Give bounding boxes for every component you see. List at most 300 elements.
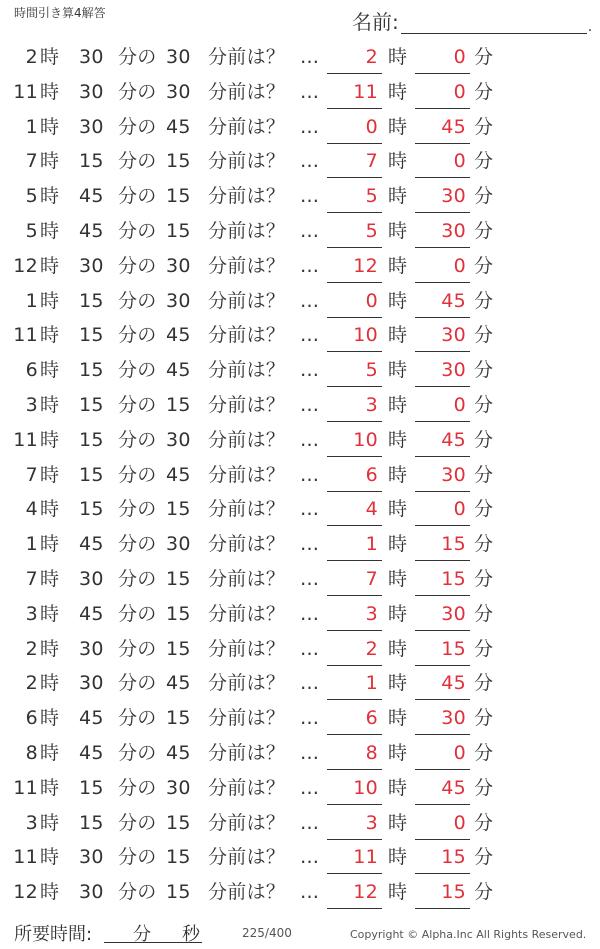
question-label: 分前は？ xyxy=(208,498,286,521)
minutes-before: 30 xyxy=(166,289,191,312)
answer-minute[interactable]: 15 xyxy=(415,875,470,909)
answer-hour[interactable]: 1 xyxy=(327,666,382,700)
answer-minute-unit: 分 xyxy=(474,324,494,347)
minutes-before: 30 xyxy=(166,46,191,68)
start-minute: 45 xyxy=(79,741,104,764)
minute-of-label: 分の xyxy=(118,289,157,312)
name-blank-line[interactable] xyxy=(401,11,587,34)
hour-unit-label: 時 xyxy=(40,881,60,904)
ellipsis: … xyxy=(300,428,320,451)
answer-hour-unit: 時 xyxy=(388,185,408,208)
question-label: 分前は？ xyxy=(208,741,286,764)
answer-hour[interactable]: 3 xyxy=(327,806,382,840)
question-label: 分前は？ xyxy=(208,115,286,138)
minutes-before: 30 xyxy=(166,254,191,277)
start-hour: 6 xyxy=(25,707,38,730)
answer-hour[interactable]: 6 xyxy=(327,458,382,492)
minutes-before: 45 xyxy=(166,359,191,382)
ellipsis: … xyxy=(300,741,320,764)
answer-hour[interactable]: 11 xyxy=(327,840,382,874)
minute-of-label: 分の xyxy=(118,672,157,695)
problem-row xyxy=(0,527,600,562)
required-time-seconds-label: 秒 xyxy=(182,924,200,945)
minute-of-label: 分の xyxy=(118,776,157,799)
start-hour: 2 xyxy=(25,637,38,660)
hour-unit-label: 時 xyxy=(40,324,60,347)
minutes-before: 15 xyxy=(166,602,191,625)
answer-minute-unit: 分 xyxy=(474,741,494,764)
ellipsis: … xyxy=(300,46,320,68)
ellipsis: … xyxy=(300,289,320,312)
answer-minute[interactable]: 45 xyxy=(415,110,470,144)
answer-minute[interactable]: 0 xyxy=(415,492,470,526)
answer-hour-unit: 時 xyxy=(388,80,408,103)
answer-hour[interactable]: 10 xyxy=(327,771,382,805)
hour-unit-label: 時 xyxy=(40,602,60,625)
answer-minute-unit: 分 xyxy=(474,359,494,382)
ellipsis: … xyxy=(300,846,320,869)
answer-minute-unit: 分 xyxy=(474,289,494,312)
answer-minute[interactable]: 15 xyxy=(415,840,470,874)
answer-minute[interactable]: 45 xyxy=(415,284,470,318)
question-label: 分前は？ xyxy=(208,428,286,451)
problem-row xyxy=(0,666,600,701)
answer-hour-unit: 時 xyxy=(388,254,408,277)
question-label: 分前は？ xyxy=(208,533,286,556)
answer-hour-unit: 時 xyxy=(388,741,408,764)
answer-minute-unit: 分 xyxy=(474,150,494,173)
start-hour: 1 xyxy=(25,533,38,556)
footer xyxy=(0,918,600,946)
hour-unit-label: 時 xyxy=(40,776,60,799)
minute-of-label: 分の xyxy=(118,219,157,242)
ellipsis: … xyxy=(300,707,320,730)
problem-row xyxy=(0,214,600,249)
question-label: 分前は？ xyxy=(208,637,286,660)
minutes-before: 15 xyxy=(166,637,191,660)
minutes-before: 30 xyxy=(166,776,191,799)
problem-row xyxy=(0,388,600,423)
answer-hour-unit: 時 xyxy=(388,150,408,173)
question-label: 分前は？ xyxy=(208,80,286,103)
problem-row xyxy=(0,736,600,771)
start-minute: 45 xyxy=(79,602,104,625)
start-minute: 30 xyxy=(79,881,104,904)
hour-unit-label: 時 xyxy=(40,428,60,451)
answer-hour[interactable]: 12 xyxy=(327,875,382,909)
hour-unit-label: 時 xyxy=(40,672,60,695)
answer-hour-unit: 時 xyxy=(388,359,408,382)
answer-minute[interactable]: 0 xyxy=(415,144,470,178)
start-minute: 45 xyxy=(79,219,104,242)
start-minute: 45 xyxy=(79,185,104,208)
answer-minute[interactable]: 45 xyxy=(415,771,470,805)
question-label: 分前は？ xyxy=(208,776,286,799)
minute-of-label: 分の xyxy=(118,533,157,556)
hour-unit-label: 時 xyxy=(40,463,60,486)
minutes-before: 30 xyxy=(166,428,191,451)
start-hour: 4 xyxy=(25,498,38,521)
answer-minute-unit: 分 xyxy=(474,881,494,904)
answer-hour-unit: 時 xyxy=(388,533,408,556)
answer-minute-unit: 分 xyxy=(474,637,494,660)
answer-hour-unit: 時 xyxy=(388,707,408,730)
start-hour: 11 xyxy=(13,846,38,869)
problem-row xyxy=(0,771,600,806)
start-hour: 11 xyxy=(13,428,38,451)
answer-minute[interactable]: 30 xyxy=(415,179,470,213)
answer-minute[interactable]: 30 xyxy=(415,214,470,248)
question-label: 分前は？ xyxy=(208,219,286,242)
minutes-before: 15 xyxy=(166,811,191,834)
answer-minute[interactable]: 0 xyxy=(415,388,470,422)
minutes-before: 15 xyxy=(166,185,191,208)
minutes-before: 15 xyxy=(166,498,191,521)
ellipsis: … xyxy=(300,533,320,556)
question-label: 分前は？ xyxy=(208,463,286,486)
problem-row xyxy=(0,492,600,527)
start-hour: 5 xyxy=(25,185,38,208)
start-minute: 15 xyxy=(79,324,104,347)
answer-hour-unit: 時 xyxy=(388,881,408,904)
answer-hour[interactable]: 5 xyxy=(327,179,382,213)
answer-minute-unit: 分 xyxy=(474,776,494,799)
answer-minute-unit: 分 xyxy=(474,428,494,451)
ellipsis: … xyxy=(300,463,320,486)
answer-hour-unit: 時 xyxy=(388,428,408,451)
ellipsis: … xyxy=(300,881,320,904)
problem-row xyxy=(0,249,600,284)
question-label: 分前は？ xyxy=(208,185,286,208)
copyright-notice: Copyright © Alpha.Inc All Rights Reserved. xyxy=(350,928,587,941)
start-hour: 7 xyxy=(25,463,38,486)
answer-hour[interactable]: 2 xyxy=(327,40,382,74)
answer-hour[interactable]: 6 xyxy=(327,701,382,735)
answer-hour[interactable]: 5 xyxy=(327,214,382,248)
problem-row xyxy=(0,458,600,493)
answer-minute-unit: 分 xyxy=(474,811,494,834)
hour-unit-label: 時 xyxy=(40,846,60,869)
answer-hour-unit: 時 xyxy=(388,811,408,834)
start-hour: 11 xyxy=(13,776,38,799)
answer-hour-unit: 時 xyxy=(388,324,408,347)
answer-hour-unit: 時 xyxy=(388,846,408,869)
ellipsis: … xyxy=(300,150,320,173)
problem-row xyxy=(0,353,600,388)
start-minute: 45 xyxy=(79,707,104,730)
hour-unit-label: 時 xyxy=(40,46,60,68)
answer-hour-unit: 時 xyxy=(388,289,408,312)
minute-of-label: 分の xyxy=(118,498,157,521)
ellipsis: … xyxy=(300,602,320,625)
minute-of-label: 分の xyxy=(118,254,157,277)
minutes-before: 15 xyxy=(166,707,191,730)
problem-row xyxy=(0,423,600,458)
ellipsis: … xyxy=(300,359,320,382)
minutes-before: 30 xyxy=(166,533,191,556)
hour-unit-label: 時 xyxy=(40,219,60,242)
minutes-before: 45 xyxy=(166,741,191,764)
minute-of-label: 分の xyxy=(118,567,157,590)
answer-minute[interactable]: 0 xyxy=(415,40,470,74)
answer-hour-unit: 時 xyxy=(388,602,408,625)
ellipsis: … xyxy=(300,811,320,834)
question-label: 分前は？ xyxy=(208,846,286,869)
answer-minute-unit: 分 xyxy=(474,707,494,730)
minute-of-label: 分の xyxy=(118,707,157,730)
answer-minute-unit: 分 xyxy=(474,393,494,416)
problem-row xyxy=(0,40,600,75)
start-hour: 8 xyxy=(25,741,38,764)
ellipsis: … xyxy=(300,776,320,799)
question-label: 分前は？ xyxy=(208,150,286,173)
hour-unit-label: 時 xyxy=(40,637,60,660)
start-hour: 3 xyxy=(25,602,38,625)
answer-minute-unit: 分 xyxy=(474,672,494,695)
problem-row xyxy=(0,318,600,353)
answer-minute-unit: 分 xyxy=(474,846,494,869)
answer-minute[interactable]: 15 xyxy=(415,632,470,666)
minutes-before: 15 xyxy=(166,881,191,904)
answer-minute[interactable]: 45 xyxy=(415,666,470,700)
name-end-mark: . xyxy=(587,19,593,35)
start-minute: 15 xyxy=(79,463,104,486)
answer-minute-unit: 分 xyxy=(474,219,494,242)
start-hour: 6 xyxy=(25,359,38,382)
minutes-before: 45 xyxy=(166,672,191,695)
hour-unit-label: 時 xyxy=(40,811,60,834)
start-hour: 3 xyxy=(25,393,38,416)
start-minute: 30 xyxy=(79,567,104,590)
answer-hour[interactable]: 10 xyxy=(327,423,382,457)
answer-minute-unit: 分 xyxy=(474,498,494,521)
answer-hour[interactable]: 4 xyxy=(327,492,382,526)
start-minute: 30 xyxy=(79,637,104,660)
answer-minute-unit: 分 xyxy=(474,567,494,590)
minute-of-label: 分の xyxy=(118,881,157,904)
minute-of-label: 分の xyxy=(118,811,157,834)
answer-minute[interactable]: 0 xyxy=(415,806,470,840)
answer-hour[interactable]: 7 xyxy=(327,144,382,178)
answer-hour[interactable]: 3 xyxy=(327,388,382,422)
hour-unit-label: 時 xyxy=(40,150,60,173)
answer-hour[interactable]: 12 xyxy=(327,249,382,283)
minute-of-label: 分の xyxy=(118,115,157,138)
answer-minute[interactable]: 30 xyxy=(415,318,470,352)
answer-hour[interactable]: 7 xyxy=(327,562,382,596)
minute-of-label: 分の xyxy=(118,150,157,173)
answer-minute[interactable]: 15 xyxy=(415,562,470,596)
minutes-before: 15 xyxy=(166,846,191,869)
problem-row xyxy=(0,875,600,910)
problem-row xyxy=(0,144,600,179)
answer-minute-unit: 分 xyxy=(474,46,494,68)
ellipsis: … xyxy=(300,567,320,590)
answer-hour-unit: 時 xyxy=(388,637,408,660)
hour-unit-label: 時 xyxy=(40,359,60,382)
answer-hour[interactable]: 8 xyxy=(327,736,382,770)
start-hour: 5 xyxy=(25,219,38,242)
start-hour: 12 xyxy=(13,881,38,904)
ellipsis: … xyxy=(300,115,320,138)
start-minute: 30 xyxy=(79,46,104,68)
answer-hour-unit: 時 xyxy=(388,672,408,695)
answer-hour[interactable]: 5 xyxy=(327,353,382,387)
minutes-before: 45 xyxy=(166,463,191,486)
ellipsis: … xyxy=(300,672,320,695)
answer-hour[interactable]: 0 xyxy=(327,110,382,144)
answer-minute[interactable]: 15 xyxy=(415,527,470,561)
start-hour: 7 xyxy=(25,150,38,173)
minute-of-label: 分の xyxy=(118,463,157,486)
problem-row xyxy=(0,179,600,214)
hour-unit-label: 時 xyxy=(40,567,60,590)
start-minute: 15 xyxy=(79,359,104,382)
question-label: 分前は？ xyxy=(208,672,286,695)
start-minute: 15 xyxy=(79,776,104,799)
answer-hour-unit: 時 xyxy=(388,46,408,68)
minute-of-label: 分の xyxy=(118,602,157,625)
hour-unit-label: 時 xyxy=(40,741,60,764)
answer-minute-unit: 分 xyxy=(474,115,494,138)
answer-hour[interactable]: 11 xyxy=(327,75,382,109)
minute-of-label: 分の xyxy=(118,324,157,347)
question-label: 分前は？ xyxy=(208,324,286,347)
start-minute: 30 xyxy=(79,846,104,869)
minutes-before: 15 xyxy=(166,393,191,416)
question-label: 分前は？ xyxy=(208,289,286,312)
hour-unit-label: 時 xyxy=(40,707,60,730)
start-hour: 7 xyxy=(25,567,38,590)
question-label: 分前は？ xyxy=(208,393,286,416)
answer-minute[interactable]: 30 xyxy=(415,353,470,387)
minute-of-label: 分の xyxy=(118,359,157,382)
minute-of-label: 分の xyxy=(118,80,157,103)
hour-unit-label: 時 xyxy=(40,393,60,416)
question-label: 分前は？ xyxy=(208,707,286,730)
question-label: 分前は？ xyxy=(208,881,286,904)
minute-of-label: 分の xyxy=(118,637,157,660)
minute-of-label: 分の xyxy=(118,393,157,416)
answer-hour-unit: 時 xyxy=(388,463,408,486)
answer-hour[interactable]: 3 xyxy=(327,597,382,631)
problem-list xyxy=(0,40,600,910)
answer-minute-unit: 分 xyxy=(474,80,494,103)
question-label: 分前は？ xyxy=(208,811,286,834)
answer-minute[interactable]: 0 xyxy=(415,75,470,109)
minute-of-label: 分の xyxy=(118,741,157,764)
page-number: 225/400 xyxy=(242,926,292,940)
minute-of-label: 分の xyxy=(118,428,157,451)
worksheet-title: 時間引き算4解答 xyxy=(14,6,106,20)
answer-minute[interactable]: 0 xyxy=(415,736,470,770)
ellipsis: … xyxy=(300,498,320,521)
answer-minute[interactable]: 30 xyxy=(415,701,470,735)
problem-row xyxy=(0,632,600,667)
problem-row xyxy=(0,806,600,841)
answer-minute-unit: 分 xyxy=(474,254,494,277)
start-hour: 1 xyxy=(25,289,38,312)
problem-row xyxy=(0,284,600,319)
question-label: 分前は？ xyxy=(208,602,286,625)
minute-of-label: 分の xyxy=(118,185,157,208)
start-minute: 30 xyxy=(79,672,104,695)
answer-hour-unit: 時 xyxy=(388,115,408,138)
start-minute: 45 xyxy=(79,533,104,556)
question-label: 分前は？ xyxy=(208,567,286,590)
ellipsis: … xyxy=(300,637,320,660)
start-minute: 15 xyxy=(79,393,104,416)
start-hour: 1 xyxy=(25,115,38,138)
ellipsis: … xyxy=(300,185,320,208)
question-label: 分前は？ xyxy=(208,359,286,382)
minute-of-label: 分の xyxy=(118,46,157,68)
problem-row xyxy=(0,597,600,632)
minutes-before: 45 xyxy=(166,324,191,347)
minutes-before: 45 xyxy=(166,115,191,138)
hour-unit-label: 時 xyxy=(40,115,60,138)
name-label: 名前: xyxy=(352,10,399,34)
start-hour: 3 xyxy=(25,811,38,834)
start-minute: 15 xyxy=(79,428,104,451)
hour-unit-label: 時 xyxy=(40,254,60,277)
question-label: 分前は？ xyxy=(208,254,286,277)
minutes-before: 15 xyxy=(166,150,191,173)
start-minute: 30 xyxy=(79,254,104,277)
start-hour: 11 xyxy=(13,80,38,103)
answer-minute-unit: 分 xyxy=(474,463,494,486)
answer-hour[interactable]: 10 xyxy=(327,318,382,352)
problem-row xyxy=(0,701,600,736)
start-minute: 15 xyxy=(79,498,104,521)
ellipsis: … xyxy=(300,324,320,347)
problem-row xyxy=(0,110,600,145)
answer-hour[interactable]: 2 xyxy=(327,632,382,666)
minutes-before: 15 xyxy=(166,567,191,590)
answer-hour-unit: 時 xyxy=(388,219,408,242)
answer-hour[interactable]: 1 xyxy=(327,527,382,561)
answer-minute[interactable]: 45 xyxy=(415,423,470,457)
required-time-minutes-label: 分 xyxy=(133,924,151,945)
start-minute: 30 xyxy=(79,115,104,138)
hour-unit-label: 時 xyxy=(40,80,60,103)
hour-unit-label: 時 xyxy=(40,289,60,312)
hour-unit-label: 時 xyxy=(40,498,60,521)
answer-minute-unit: 分 xyxy=(474,185,494,208)
answer-hour-unit: 時 xyxy=(388,498,408,521)
answer-minute[interactable]: 30 xyxy=(415,458,470,492)
ellipsis: … xyxy=(300,393,320,416)
answer-minute[interactable]: 30 xyxy=(415,597,470,631)
required-time-label: 所要時間: xyxy=(14,924,93,945)
problem-row xyxy=(0,840,600,875)
answer-minute-unit: 分 xyxy=(474,533,494,556)
ellipsis: … xyxy=(300,219,320,242)
start-minute: 30 xyxy=(79,80,104,103)
answer-minute-unit: 分 xyxy=(474,602,494,625)
problem-row xyxy=(0,562,600,597)
answer-hour-unit: 時 xyxy=(388,776,408,799)
hour-unit-label: 時 xyxy=(40,185,60,208)
start-hour: 2 xyxy=(25,672,38,695)
start-hour: 12 xyxy=(13,254,38,277)
minutes-before: 30 xyxy=(166,80,191,103)
answer-hour[interactable]: 0 xyxy=(327,284,382,318)
ellipsis: … xyxy=(300,254,320,277)
problem-row xyxy=(0,75,600,110)
answer-minute[interactable]: 0 xyxy=(415,249,470,283)
answer-hour-unit: 時 xyxy=(388,567,408,590)
